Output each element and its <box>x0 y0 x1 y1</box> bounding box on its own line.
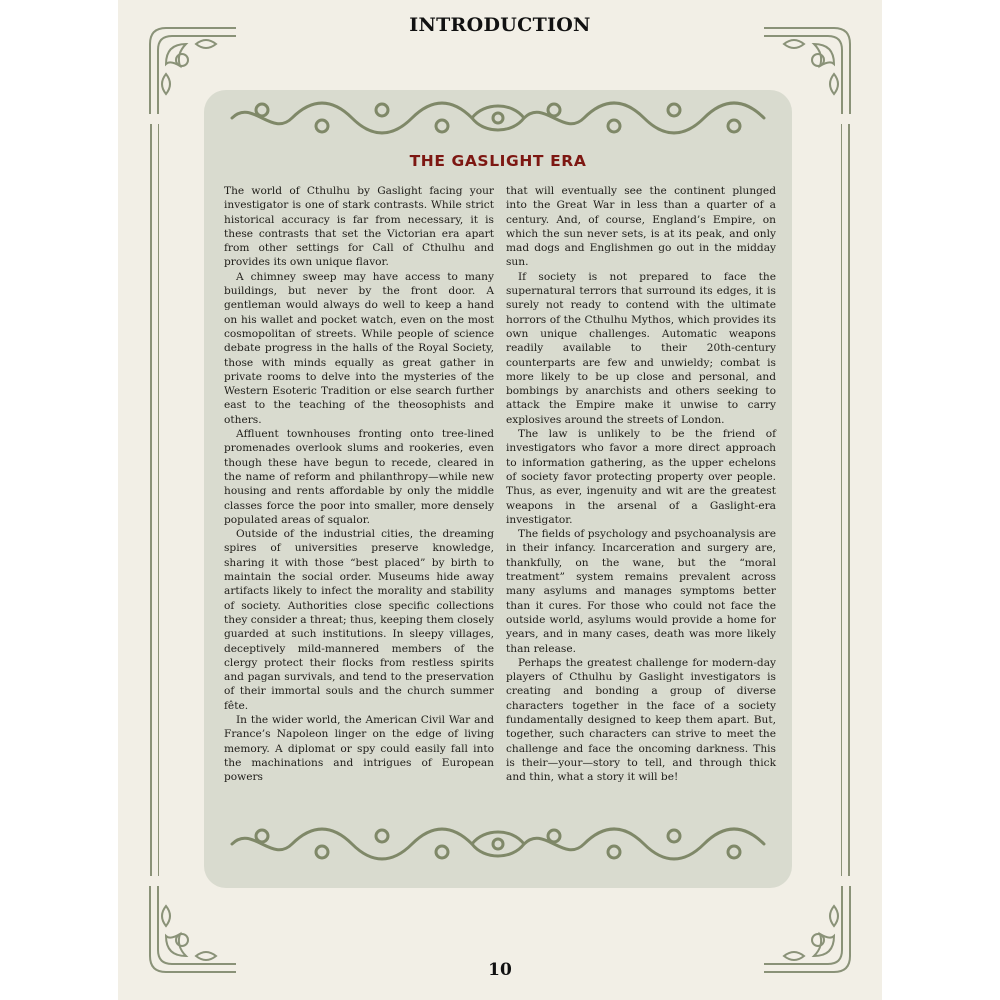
paragraph: Outside of the industrial cities, the dreaming spires of universities preserve knowledge, sharing it with those “best placed” by birth to maintain the social order. Museums hide away artifacts likely to infect the morality and stability of society. Authorities close specific collections they consider a threat; thus, keeping them closely guarded at such institutions. In sleepy villages, deceptively mild-mannered members of the clergy protect their flocks from restless spirits and pagan survivals, and tend to the preservation of their immortal souls and the church summer fête. <box>224 528 494 712</box>
scroll-ornament-top <box>222 96 774 140</box>
paragraph: that will eventually see the continent plunged into the Great War in less than a quarter of a century. And, of course, England’s Empire, on which the sun never sets, is at its peak, and only mad dogs and Englishmen go out in the midday sun. <box>506 185 776 269</box>
paragraph: In the wider world, the American Civil War and France’s Napoleon linger on the edge of living memory. A diplomat or spy could easily fall into the machinations and intrigues of European powers <box>224 713 494 784</box>
paragraph: Perhaps the greatest challenge for modern-day players of Cthulhu by Gaslight investigators is creating and bonding a group of diverse characters together in the face of a society fundamentally designed to keep them apart. But, together, such characters can strive to meet the challenge and face the oncoming darkness. This is their—your—story to tell, and through thick and thin, what a story it will be! <box>506 656 776 784</box>
text-column-right <box>506 184 776 804</box>
frame-rule-right <box>848 124 850 876</box>
paragraph: The fields of psychology and psychoanalysis are in their infancy. Incarceration and surgery are, thankfully, on the wane, but the “moral treatment” system remains prevalent across many asylums and manages symptoms better than it cures. For those who could not face the outside world, asylums would provide a home for years, and in many cases, death was more likely than release. <box>506 528 776 655</box>
sidebar-panel <box>204 90 792 888</box>
book-page <box>118 0 882 1000</box>
paragraph: The world of Cthulhu by Gaslight facing your investigator is one of stark contrasts. While strict historical accuracy is far from necessary, it is these contrasts that set the Victorian era apart from other settings for Call of Cthulhu and provides its own unique flavor. <box>224 185 494 269</box>
frame-rule-right-inner <box>841 124 842 876</box>
page-header-title: INTRODUCTION <box>409 14 591 36</box>
frame-rule-left-inner <box>158 124 159 876</box>
text-column-left <box>224 184 494 804</box>
page-number: 10 <box>488 960 512 980</box>
paragraph: The law is unlikely to be the friend of investigators who favor a more direct approach to information gathering, as the upper echelons of society favor protecting property over people. Thus, as ever, ingenuity and wit are the greatest weapons in the arsenal of a Gaslight-era investigator. <box>506 428 776 526</box>
paragraph: Affluent townhouses fronting onto tree-lined promenades overlook slums and rookeries, even though these have begun to recede, cleared in the name of reform and philanthropy—while new housing and rents affordable by only the middle classes force the poor into smaller, more densely populated areas of squalor. <box>224 428 494 526</box>
paragraph: A chimney sweep may have access to many buildings, but never by the front door. A gentleman would always do well to keep a hand on his wallet and pocket watch, even on the most cosmopolitan of streets. While people of science debate progress in the halls of the Royal Society, those with minds equally as great gather in private rooms to delve into the mysteries of the Western Esoteric Tradition or else search further east to the teaching of the theosophists and others. <box>224 270 494 426</box>
scroll-ornament-bottom <box>222 822 774 866</box>
panel-title: THE GASLIGHT ERA <box>409 152 587 170</box>
paragraph: If society is not prepared to face the supernatural terrors that surround its edges, it is surely not ready to contend with the ultimate horrors of the Cthulhu Mythos, which provides its own unique challenges. Automatic weapons readily available to their 20th-century counterparts are few and unwieldy; combat is more likely to be up close and personal, and bombings by anarchists and others seeking to attack the Empire make it unwise to carry explosives around the streets of London. <box>506 270 776 426</box>
text-columns <box>224 184 776 804</box>
frame-rule-left <box>150 124 152 876</box>
